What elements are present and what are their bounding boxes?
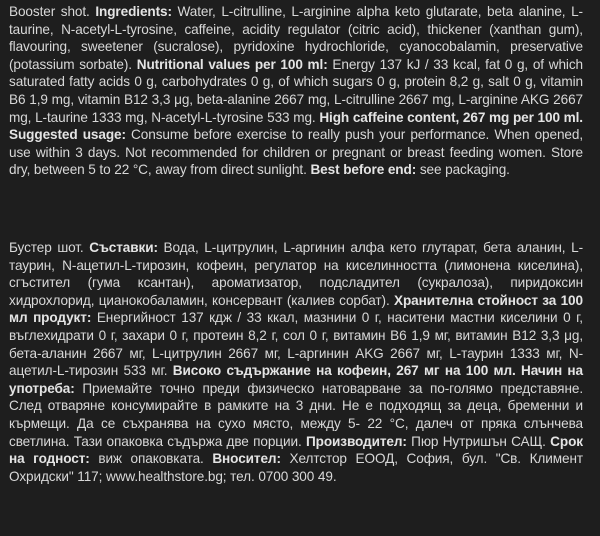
en-caffeine-heading: High caffeine content, 267 mg per 100 ml.: [319, 109, 583, 125]
bg-ingredients-text: Вода, L-цитрулин, L-аргинин алфа кето глутарат, бета аланин, L-таурин, N-ацетил-L-тирозин, кофеин, регулатор на киселинността (лимонена киселина), сгъстител (гума ксантан), ароматизатор, подсладител (сукралоза), пиридоксин хидрохлорид, цианокобаламин, консервант (калиев сорбат).: [9, 240, 583, 308]
bg-importer-heading: Вносител:: [212, 451, 281, 467]
en-intro: Booster shot.: [9, 4, 96, 19]
bg-ingredients-heading: Съставки:: [89, 240, 158, 255]
bg-nutrition-text: Енергийност 137 кдж / 33 ккал, мазнини 0 г, наситени мастни киселини 0 г, въглехидрати 0 г, захари 0 г, протеин 8,2 г, сол 0 г, витамин B6 1,9 мг, витамин B12 3,3 μg, бета-аланин 2667 мг, L-цитрулин 2667 мг, L-аргинин AKG 2667 мг, L-таурин 1333 мг, N-ацетил-L-тирозин 533 мг.: [9, 310, 583, 379]
bg-producer-heading: Производител:: [305, 433, 407, 449]
en-nutrition-text: Energy 137 kJ / 33 kcal, fat 0 g, of which saturated fatty acids 0 g, carbohydrates 0 g, of which sugars 0 g, protein 8,2 g, salt 0 g, vitamin B6 1,9 mg, vitamin B12 3,3 μg, beta-alanine 2667 mg, L-citrulline 2667 mg, L-arginine AKG 2667 mg, L-taurine 1333 mg, N-acetyl-L-tyrosine 533 mg.: [9, 56, 583, 125]
en-nutrition-heading: Nutritional values per 100 ml:: [136, 56, 328, 72]
en-best-before-heading: Best before end:: [310, 162, 417, 178]
en-usage-text: Consume before exercise to really push your performance. When opened, use within 3 days. Not recommended for children or pregnant or breast feeding women. Store dry, between 5 to 22 °C, away from direct sunlight.: [9, 127, 584, 178]
en-ingredients-heading: Ingredients:: [95, 4, 172, 19]
bg-intro: Бустер шот.: [9, 240, 90, 255]
bg-nutrition-heading: Хранителна стойност за 100 мл продукт:: [9, 292, 583, 326]
bg-shelf-life-heading: Срок на годност:: [9, 433, 583, 467]
en-best-before-text: see packaging.: [416, 162, 510, 178]
bg-usage-heading: Начин на употреба:: [9, 363, 583, 396]
bg-usage-text: Приемайте точно преди физическо натоварване за по-голямо представяне. След отваряне консумирайте в рамките на 3 дни. Не е подходящ за деца, бременни и кърмещи. Да се съхранява на сухо място, между 5- 22 °C, далеч от пряка слънчева светлина. Тази опаковка съдържа две порции.: [9, 380, 583, 449]
bg-caffeine-heading: Високо съдържание на кофеин, 267 мг на 100 мл.: [172, 363, 516, 379]
bg-producer-text: Пюр Нутришън САЩ.: [406, 433, 551, 449]
en-ingredients-text: Water, L-citrulline, L-arginine alpha keto glutarate, beta alanine, L-taurine, N-acetyl-L-tyrosine, caffeine, acidity regulator (citric acid), thickener (xanthan gum), flavouring, sweetener (sucralose), pyridoxine hydrochloride, cyanocobalamin, preservative (potassium sorbate).: [9, 4, 583, 72]
bg-shelf-life-text: виж опаковката.: [89, 451, 213, 467]
en-usage-heading: Suggested usage:: [9, 127, 126, 143]
english-label-text: [9, 3, 583, 179]
bg-importer-text: Хелтстор ЕООД, София, бул. "Св. Климент Охридски" 117; www.healthstore.bg; тел. 0700 300 49.: [9, 451, 583, 484]
bulgarian-label-text: [9, 239, 583, 485]
